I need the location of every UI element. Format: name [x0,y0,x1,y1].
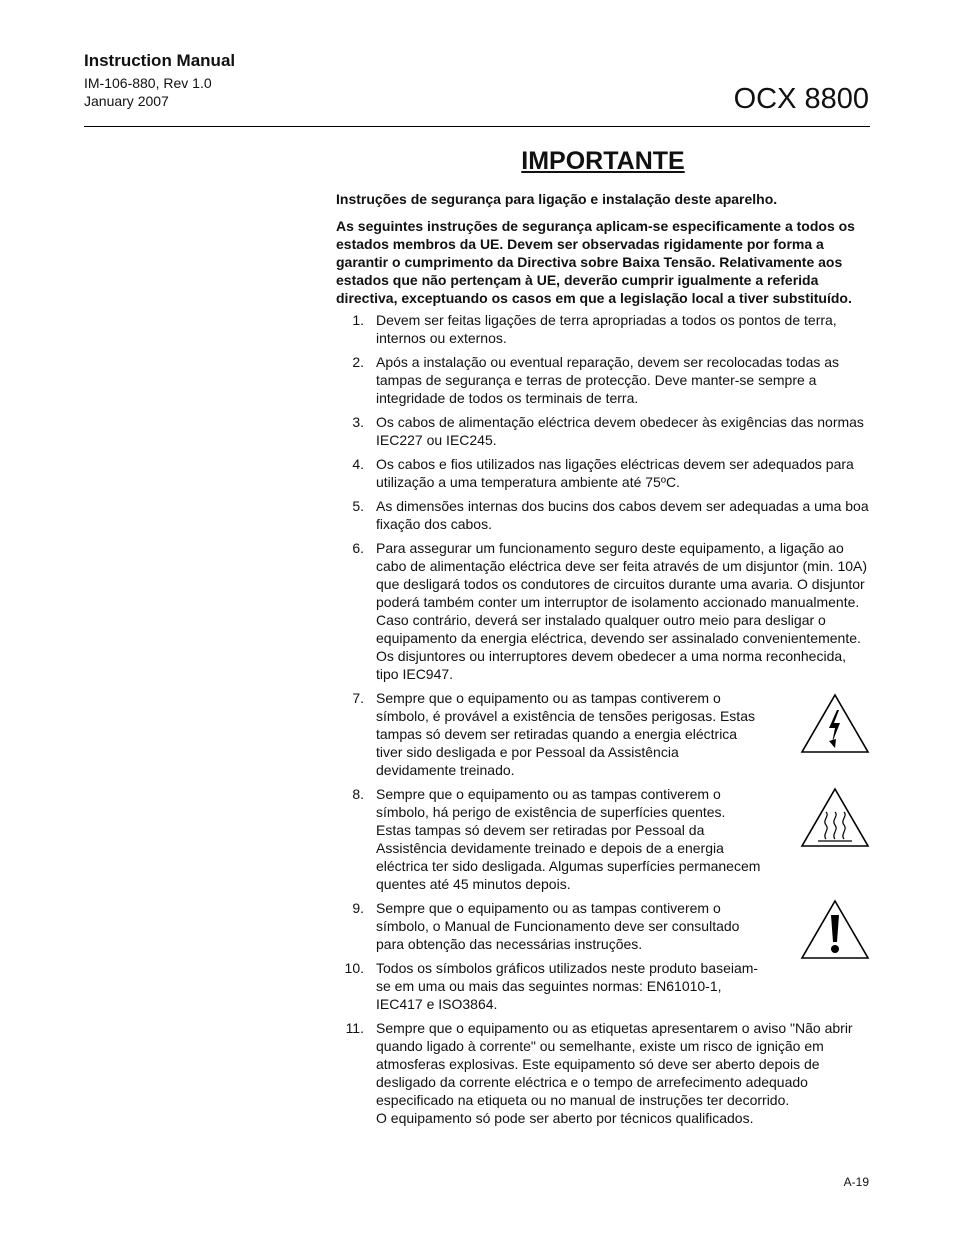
list-item [336,413,870,449]
item-text-continued: O equipamento só pode ser aberto por técnicos qualificados. [376,1110,754,1126]
intro-paragraph: As seguintes instruções de segurança aplicam-se especificamente a todos os estados membros da UE. Devem ser observadas rigidamente por forma a garantir o cumprimento da Directiva sobre Baixa Tensão. Relativamente aos estados que não pertençam à UE, deverão cumprir igualmente a referida directiva, exceptuando os casos em que a legislação local a tiver substituído. [336,218,855,306]
manual-title: Instruction Manual [84,51,236,70]
item-text: Sempre que o equipamento ou as tampas contiverem o símbolo, é provável a existência de tensões perigosas. Estas tampas só devem ser retiradas quando a energia eléctrica tiver sido desligada e por Pessoal da Assistência devidamente treinado. [376,690,755,778]
item-text: Sempre que o equipamento ou as tampas contiverem o símbolo, há perigo de existência de superfícies quentes. Estas tampas só devem ser retiradas por Pessoal da Assistência devidamente treinado e depois de a energia eléctrica ter sido desligada. Algumas superfícies permanecem quentes até 45 minutos depois. [376,786,761,892]
item-number: 3. [352,414,364,430]
item-number: 4. [352,456,364,472]
item-number: 1. [352,312,364,328]
header-divider [84,126,870,127]
item-text: As dimensões internas dos bucins dos cabos devem ser adequadas a uma boa fixação dos cabos. [376,498,869,532]
list-item [336,785,870,893]
item-number: 6. [352,540,364,556]
item-text: Após a instalação ou eventual reparação, devem ser recolocadas todas as tampas de segurança e terras de protecção. Deve manter-se sempre a integridade de todos os terminais de terra. [376,354,840,406]
item-text: Todos os símbolos gráficos utilizados neste produto baseiam-se em uma ou mais das seguintes normas: EN61010-1, IEC417 e ISO3864. [376,960,759,1012]
item-text: Para assegurar um funcionamento seguro deste equipamento, a ligação ao cabo de alimentação eléctrica deve ser feita através de um disjuntor (min. 10A) que desligará todos os condutores de circuitos durante uma avaria. O disjuntor poderá também conter um interruptor de isolamento accionado manualmente. Caso contrário, deverá ser instalado qualquer outro meio para desligar o equipamento da energia eléctrica, devendo ser assinalado convenientemente. Os disjuntores ou interruptores devem obedecer a uma norma reconhecida, tipo IEC947. [376,540,868,682]
item-number: 9. [352,900,364,916]
safety-instructions-list [336,311,870,1127]
list-item [336,959,870,1013]
list-item [336,353,870,407]
item-text: Os cabos de alimentação eléctrica devem obedecer às exigências das normas IEC227 ou IEC245. [376,414,864,448]
item-text: Sempre que o equipamento ou as etiquetas apresentarem o aviso "Não abrir quando ligado à corrente" ou semelhante, existe um risco de ignição em atmosferas explosivas. Este equipamento só deve ser aberto depois de desligado da corrente eléctrica e o tempo de arrefecimento adequado especificado na etiqueta ou no manual de instruções ter decorrido. [376,1020,853,1108]
page-number: A-19 [843,1175,869,1189]
document-number: IM-106-880, Rev 1.0 [84,75,212,91]
item-number: 8. [352,786,364,802]
item-number: 10. [344,960,364,976]
document-date: January 2007 [84,93,169,109]
product-name: OCX 8800 [733,83,869,115]
item-number: 2. [352,354,364,370]
main-content [336,146,870,1133]
list-item [336,311,870,347]
item-number: 7. [352,690,364,706]
list-item [336,455,870,491]
document-info [84,74,212,110]
page-title: IMPORTANTE [521,147,685,175]
list-item [336,539,870,683]
high-voltage-warning-icon [800,693,870,755]
list-item [336,899,870,953]
list-item [336,497,870,533]
list-item [336,1019,870,1127]
intro-line: Instruções de segurança para ligação e instalação deste aparelho. [336,191,778,207]
list-item [336,689,870,779]
item-text: Os cabos e fios utilizados nas ligações eléctricas devem ser adequados para utilização a uma temperatura ambiente até 75ºC. [376,456,854,490]
caution-exclamation-icon [800,899,870,961]
item-number: 5. [352,498,364,514]
item-text: Sempre que o equipamento ou as tampas contiverem o símbolo, o Manual de Funcionamento deve ser consultado para obtenção das necessárias instruções. [376,900,740,952]
item-number: 11. [345,1020,364,1036]
item-text: Devem ser feitas ligações de terra apropriadas a todos os pontos de terra, internos ou externos. [376,312,837,346]
hot-surface-warning-icon [800,787,870,849]
